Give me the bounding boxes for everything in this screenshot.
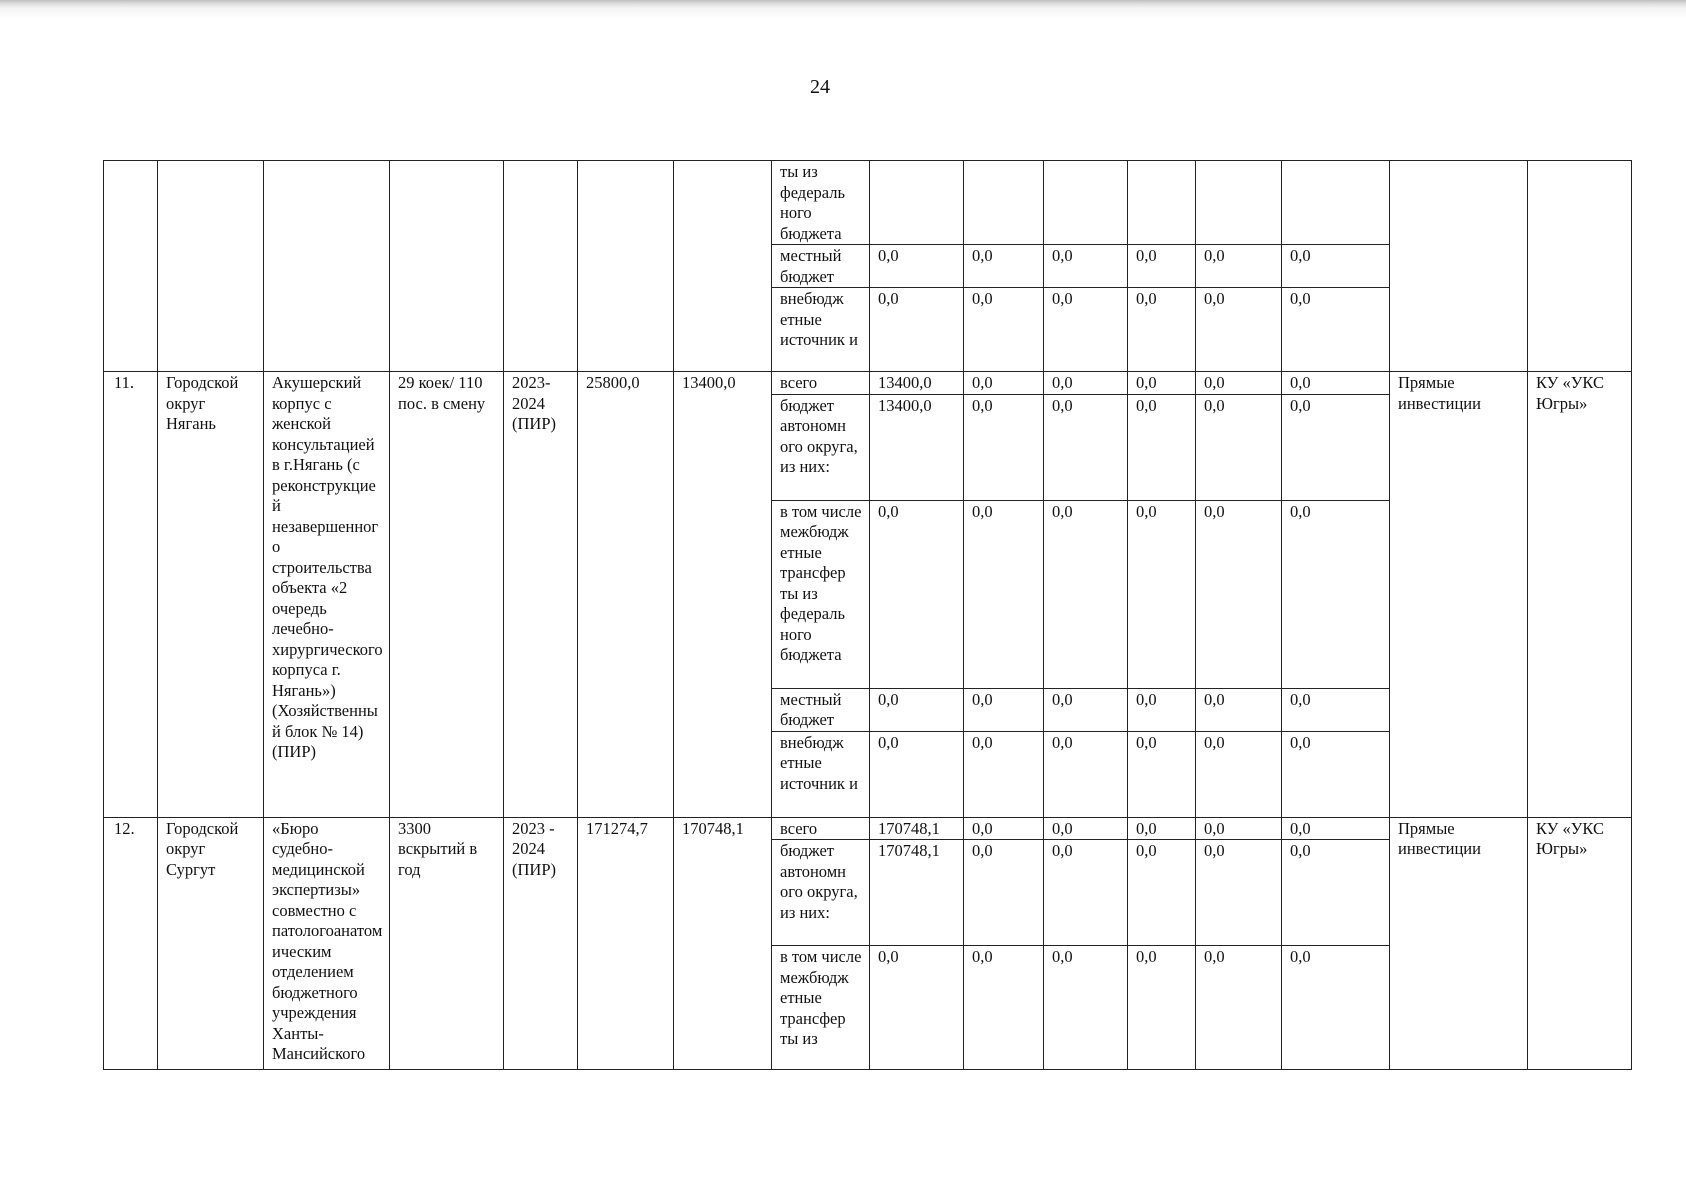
value-cell: 0,0: [1128, 500, 1196, 688]
value-cell: 0,0: [1196, 372, 1282, 395]
customer-cell: [1528, 161, 1632, 372]
value-cell: 0,0: [1044, 840, 1128, 946]
remaining-cost-cell: [674, 161, 772, 372]
value-cell: 0,0: [1196, 288, 1282, 372]
value-cell: [1128, 161, 1196, 245]
value-cell: 0,0: [1128, 840, 1196, 946]
value-cell: 0,0: [964, 688, 1044, 731]
value-cell: 0,0: [1282, 731, 1390, 817]
value-cell: 0,0: [870, 688, 964, 731]
funding-source-cell: всего: [772, 372, 870, 395]
value-cell: 0,0: [1128, 245, 1196, 288]
value-cell: 13400,0: [870, 372, 964, 395]
object-cell: Акушерский корпус с женской консультацией в г.Нягань (с реконструкцией незавершенного строительства объекта «2 очередь лечебно-хирургического корпуса г. Нягань») (Хозяйственный блок № 14) (ПИР): [264, 372, 390, 818]
value-cell: 0,0: [870, 500, 964, 688]
value-cell: 0,0: [1128, 688, 1196, 731]
value-cell: 0,0: [870, 731, 964, 817]
estimated-cost-cell: 25800,0: [578, 372, 674, 818]
value-cell: 0,0: [1282, 688, 1390, 731]
value-cell: 0,0: [870, 245, 964, 288]
number-cell: [104, 161, 158, 372]
value-cell: 0,0: [1282, 394, 1390, 500]
value-cell: 0,0: [1044, 372, 1128, 395]
value-cell: 13400,0: [870, 394, 964, 500]
funding-source-cell: в том числе межбюдж етные трансфер ты из: [772, 946, 870, 1070]
value-cell: 0,0: [1128, 372, 1196, 395]
value-cell: 0,0: [1282, 372, 1390, 395]
scan-top-edge: [0, 0, 1686, 18]
value-cell: 0,0: [1282, 288, 1390, 372]
value-cell: [964, 161, 1044, 245]
remaining-cost-cell: 170748,1: [674, 817, 772, 1070]
funding-source-cell: бюджет автономн ого округа, из них:: [772, 840, 870, 946]
funding-source-cell: местный бюджет: [772, 245, 870, 288]
value-cell: 0,0: [964, 731, 1044, 817]
object-cell: «Бюро судебно-медицинской экспертизы» совместно с патологоанатомическим отделением бюджетного учреждения Ханты-Мансийского: [264, 817, 390, 1070]
value-cell: 0,0: [964, 394, 1044, 500]
value-cell: 0,0: [1128, 731, 1196, 817]
customer-cell: КУ «УКС Югры»: [1528, 817, 1632, 1070]
mechanism-cell: Прямые инвестиции: [1390, 372, 1528, 818]
municipality-cell: Городской округ Нягань: [158, 372, 264, 818]
capacity-cell: 3300 вскрытий в год: [390, 817, 504, 1070]
value-cell: 0,0: [964, 288, 1044, 372]
municipality-cell: [158, 161, 264, 372]
value-cell: 0,0: [964, 840, 1044, 946]
value-cell: 0,0: [1282, 245, 1390, 288]
value-cell: 0,0: [1128, 817, 1196, 840]
funding-source-cell: внебюдж етные источник и: [772, 288, 870, 372]
value-cell: 0,0: [1282, 500, 1390, 688]
value-cell: 0,0: [1196, 500, 1282, 688]
value-cell: 0,0: [1044, 688, 1128, 731]
value-cell: 0,0: [1128, 394, 1196, 500]
value-cell: 0,0: [964, 500, 1044, 688]
value-cell: 0,0: [1196, 817, 1282, 840]
period-cell: 2023 - 2024 (ПИР): [504, 817, 578, 1070]
funding-source-cell: бюджет автономн ого округа, из них:: [772, 394, 870, 500]
value-cell: 0,0: [1196, 840, 1282, 946]
value-cell: 0,0: [1282, 840, 1390, 946]
value-cell: 0,0: [1196, 688, 1282, 731]
customer-cell: КУ «УКС Югры»: [1528, 372, 1632, 818]
value-cell: 0,0: [1196, 394, 1282, 500]
capacity-cell: 29 коек/ 110 пос. в смену: [390, 372, 504, 818]
funding-source-cell: ты из федераль ного бюджета: [772, 161, 870, 245]
value-cell: 170748,1: [870, 840, 964, 946]
estimated-cost-cell: 171274,7: [578, 817, 674, 1070]
table-row: [104, 161, 1632, 245]
value-cell: 0,0: [1044, 731, 1128, 817]
investment-table: [103, 160, 1632, 1070]
funding-source-cell: местный бюджет: [772, 688, 870, 731]
page-number: 24: [810, 76, 830, 98]
value-cell: [1196, 161, 1282, 245]
value-cell: 0,0: [1282, 817, 1390, 840]
mechanism-cell: [1390, 161, 1528, 372]
value-cell: 0,0: [870, 946, 964, 1070]
estimated-cost-cell: [578, 161, 674, 372]
table-row: [104, 817, 1632, 840]
funding-source-cell: внебюдж етные источник и: [772, 731, 870, 817]
table-row: [104, 372, 1632, 395]
object-cell: [264, 161, 390, 372]
value-cell: 0,0: [1196, 731, 1282, 817]
capacity-cell: [390, 161, 504, 372]
value-cell: 0,0: [1044, 394, 1128, 500]
value-cell: 0,0: [1196, 245, 1282, 288]
value-cell: 0,0: [964, 946, 1044, 1070]
value-cell: 0,0: [1282, 946, 1390, 1070]
funding-source-cell: всего: [772, 817, 870, 840]
value-cell: 0,0: [1044, 288, 1128, 372]
period-cell: [504, 161, 578, 372]
value-cell: 0,0: [964, 372, 1044, 395]
value-cell: 0,0: [1196, 946, 1282, 1070]
value-cell: 170748,1: [870, 817, 964, 840]
number-cell: 11.: [104, 372, 158, 818]
value-cell: 0,0: [870, 288, 964, 372]
value-cell: 0,0: [1044, 245, 1128, 288]
value-cell: 0,0: [1044, 500, 1128, 688]
value-cell: [870, 161, 964, 245]
value-cell: 0,0: [1044, 946, 1128, 1070]
value-cell: [1282, 161, 1390, 245]
number-cell: 12.: [104, 817, 158, 1070]
funding-source-cell: в том числе межбюдж етные трансфер ты из федераль ного бюджета: [772, 500, 870, 688]
value-cell: [1044, 161, 1128, 245]
value-cell: 0,0: [1128, 946, 1196, 1070]
mechanism-cell: Прямые инвестиции: [1390, 817, 1528, 1070]
value-cell: 0,0: [1044, 817, 1128, 840]
municipality-cell: Городской округ Сургут: [158, 817, 264, 1070]
value-cell: 0,0: [964, 817, 1044, 840]
value-cell: 0,0: [964, 245, 1044, 288]
remaining-cost-cell: 13400,0: [674, 372, 772, 818]
value-cell: 0,0: [1128, 288, 1196, 372]
period-cell: 2023- 2024 (ПИР): [504, 372, 578, 818]
